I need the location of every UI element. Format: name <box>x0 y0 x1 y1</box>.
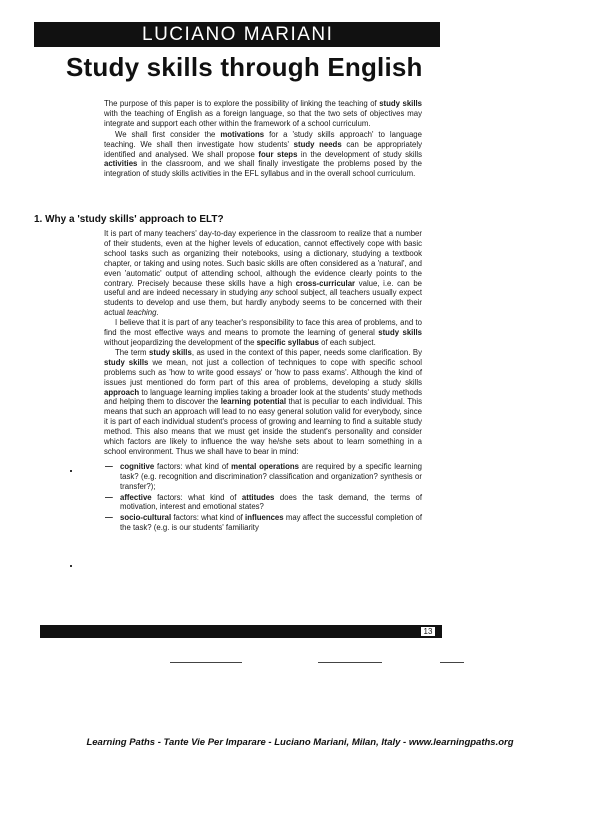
body-paragraph: The term study skills, as used in the context of this paper, needs some clarification. By study skills we mean, not just a collection of techniques to cope with specific school problems such as 'how to write good essays' or 'how to pass exams'. Although the kind of issues just mentioned do form part of this area of problems, developing a study skills approach to language learning implies taking a broader look at the students' study methods and helping them to discover the learning potential that is peculiar to each individual. This means that such an approach will lead to no easy general solution valid for everybody, since it is part of each individual student's process of growing and learning to find a suitable study method. This also means that we must get inside the student's personality and consider which factors are likely to influence the way he/she sets about to learn something in a school environment. Thus we shall have to bear in mind: <box>104 347 423 456</box>
body-paragraph: It is part of many teachers' day-to-day experience in the classroom to realize that a number of their students, even at the higher levels of education, cannot effectively cope with basic school tasks such as organizing their notebooks, using a dictionary, studying a textbook chapter, or taking and using notes. Such basic skills are often considered as a 'natural', and even 'automatic' output of attending school, although the evidence clearly points to the contrary. Precisely because these skills have a high cross-curricular value, i.e. can be useful and are indeed necessary in studying any school subject, all teachers usually expect students to develop and use them, but hardly anybody seems to be concerned with their actual teaching. <box>104 229 422 318</box>
page-number: 13 <box>420 626 436 637</box>
intro-paragraph: We shall first consider the motivations for a 'study skills approach' to language teaching. We shall then investigate how students' study needs can be appropriately identified and analysed. We shall propose four steps in the development of study skills activities in the classroom, and we shall finally investigate the problems posed by the integration of study skills activities in the EFL syllabus and in the overall school curriculum. <box>104 129 422 179</box>
factor-item: — socio-cultural factors: what kind of influences may affect the successful completion of the task? (e.g. is our students' familiarity <box>120 513 422 533</box>
scan-artifact-line <box>318 662 382 663</box>
scan-speck <box>70 565 72 567</box>
scan-speck <box>70 470 72 472</box>
factor-list <box>104 462 422 533</box>
body-paragraph: I believe that it is part of any teacher's responsibility to face this area of problems, and to find the most effective ways and means to promote the learning of general study skills without jeopardizing the development of the specific syllabus of each subject. <box>104 318 422 347</box>
factor-item: — cognitive factors: what kind of mental operations are required by a specific learning task? (e.g. recognition and discrimination? classification and organization? synthesis or transfer?); <box>120 462 422 492</box>
footer-bar <box>40 625 442 638</box>
section-body <box>104 229 422 534</box>
author-banner <box>34 22 440 47</box>
factor-item: — affective factors: what kind of attitudes does the task demand, the terms of motivation, interest and emotional states? <box>120 493 422 513</box>
footer-credit: Learning Paths - Tante Vie Per Imparare - Luciano Mariani, Milan, Italy - www.learningpaths.org <box>86 737 514 748</box>
scan-artifact-line <box>170 662 242 663</box>
intro-paragraph: The purpose of this paper is to explore the possibility of linking the teaching of study skills with the teaching of English as a foreign language, so that the two sets of objectives may integrate and support each other within the framework of a school curriculum. <box>104 99 423 128</box>
intro-abstract <box>104 99 422 180</box>
scan-artifact-line <box>440 662 464 663</box>
section-heading: 1. Why a 'study skills' approach to ELT? <box>34 214 224 225</box>
page-title: Study skills through English <box>66 52 423 82</box>
author-name: LUCIANO MARIANI <box>142 24 334 45</box>
